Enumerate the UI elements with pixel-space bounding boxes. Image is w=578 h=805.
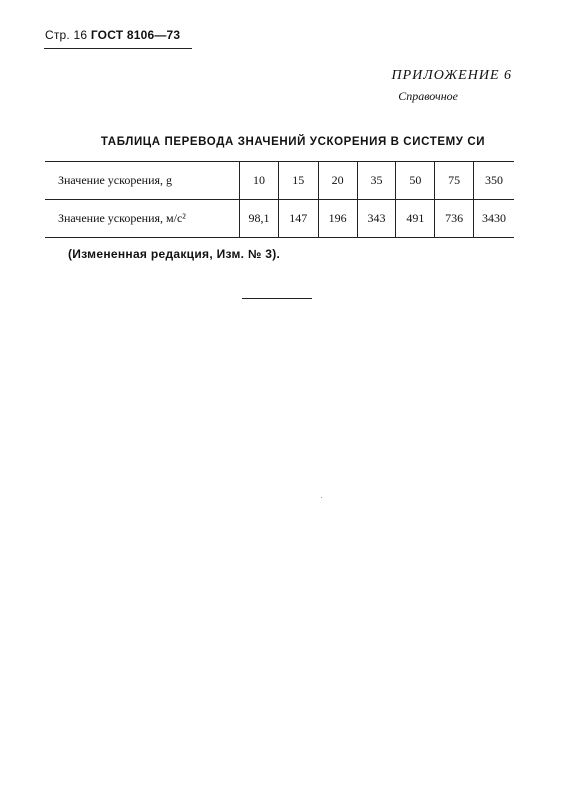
table-title: ТАБЛИЦА ПЕРЕВОДА ЗНАЧЕНИЙ УСКОРЕНИЯ В СИСТЕМУ СИ	[100, 136, 486, 148]
row-label-si: Значение ускорения, м/с²	[45, 200, 240, 238]
table-cell: 20	[318, 162, 357, 200]
table-cell: 196	[318, 200, 357, 238]
end-rule	[242, 298, 312, 299]
table-cell: 736	[435, 200, 474, 238]
page-header	[45, 28, 180, 42]
table-cell: 75	[435, 162, 474, 200]
table-cell: 491	[396, 200, 435, 238]
table-cell: 3430	[474, 200, 514, 238]
table-cell: 50	[396, 162, 435, 200]
appendix-type: Справочное	[398, 89, 458, 103]
row-label-g: Значение ускорения, g	[45, 162, 240, 200]
table-cell: 147	[278, 200, 318, 238]
scan-speck	[321, 497, 322, 498]
table-cell: 35	[357, 162, 396, 200]
header-rule	[44, 48, 192, 49]
appendix-title: ПРИЛОЖЕНИЕ 6	[391, 68, 512, 83]
standard-code: ГОСТ 8106—73	[90, 28, 181, 42]
table-cell: 10	[240, 162, 279, 200]
page-number: Стр. 16	[45, 28, 88, 42]
table-row-g	[45, 162, 514, 200]
table-cell: 15	[278, 162, 318, 200]
table-cell: 98,1	[240, 200, 279, 238]
table-row-si	[45, 200, 514, 238]
table-cell: 350	[474, 162, 514, 200]
conversion-table	[45, 161, 514, 238]
table-cell: 343	[357, 200, 396, 238]
amendment-note: (Измененная редакция, Изм. № 3).	[68, 247, 281, 261]
